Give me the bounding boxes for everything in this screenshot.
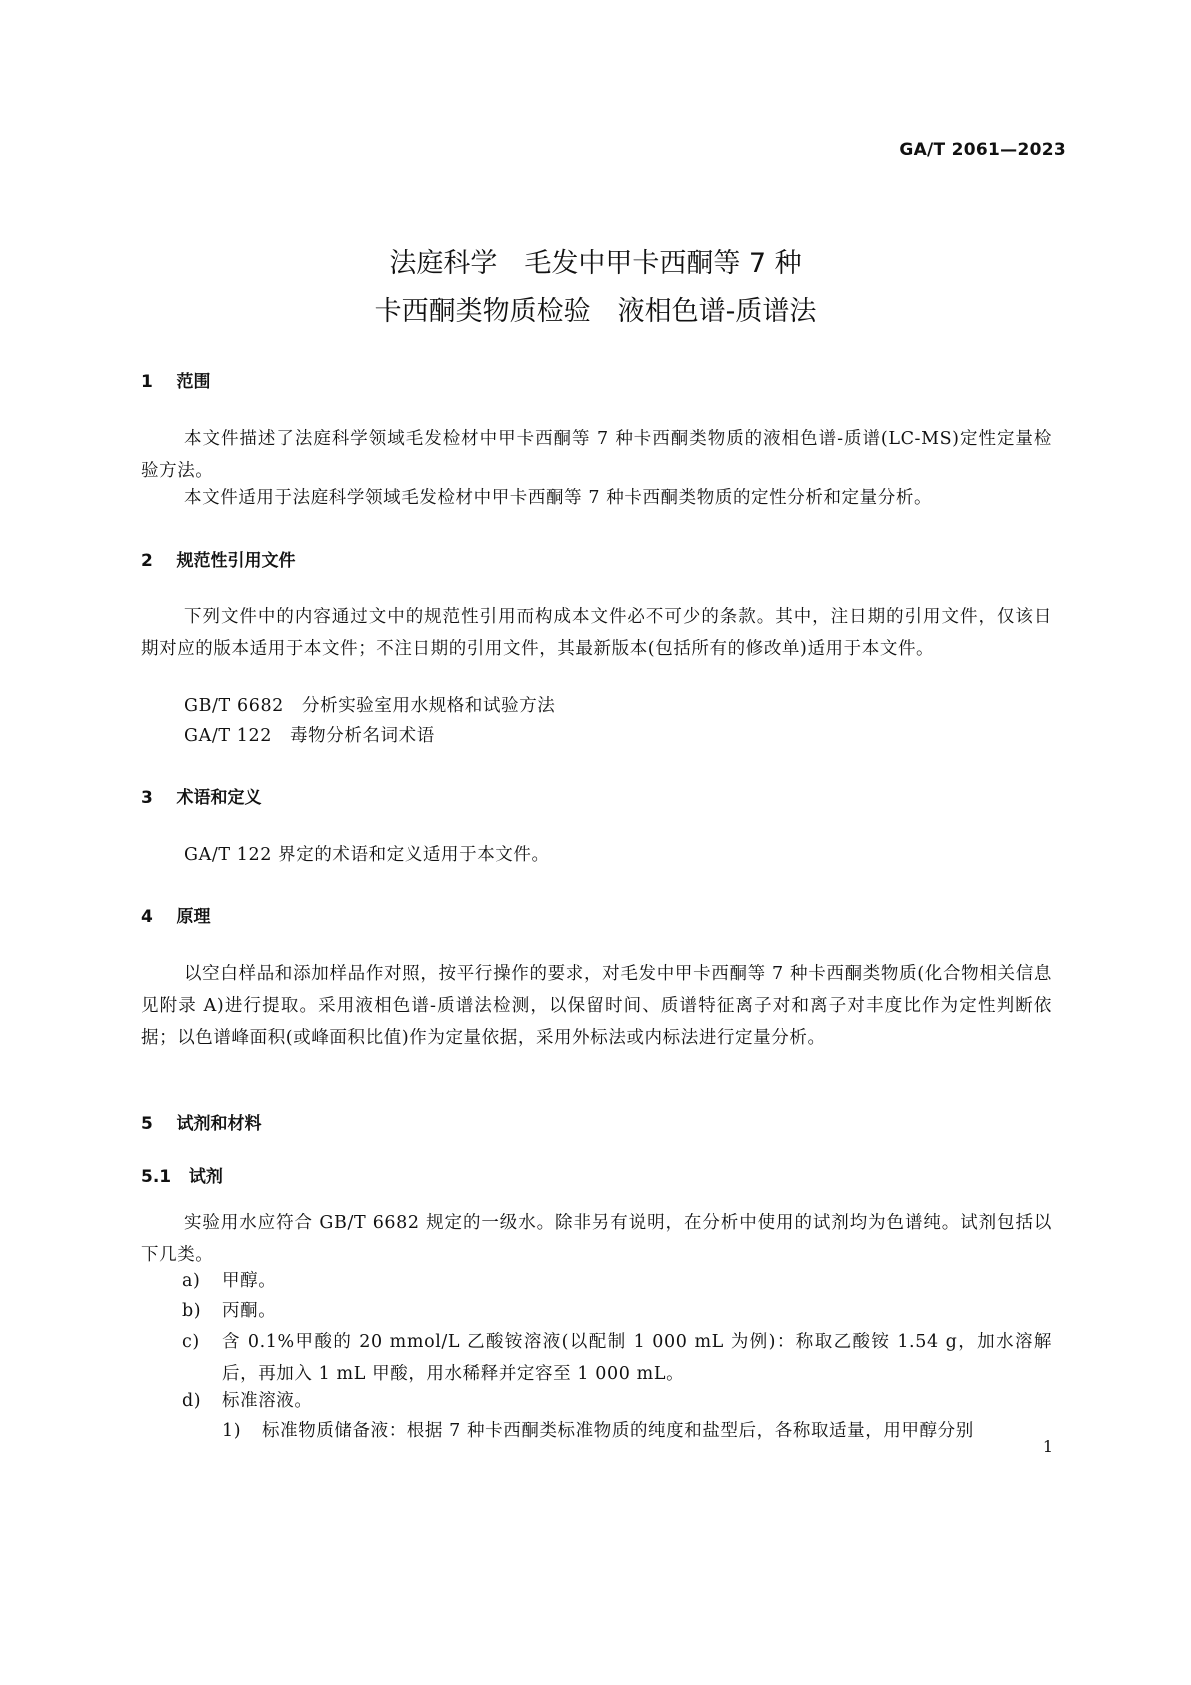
list-marker: 1) [222,1421,242,1441]
section-title: 原理 [176,907,211,927]
normative-reference: GA/T 122 毒物分析名词术语 [184,726,435,746]
normative-reference: GB/T 6682 分析实验室用水规格和试验方法 [184,696,556,716]
section-number: 2 [141,551,153,571]
section-title: 范围 [176,372,211,392]
section-title: 规范性引用文件 [176,551,296,571]
list-marker: a) [182,1271,201,1291]
section-number: 4 [141,907,153,927]
section-3-paragraph-1: GA/T 122 界定的术语和定义适用于本文件。 [184,845,550,865]
list-item [182,1295,1052,1327]
section-1-paragraph-2: 本文件适用于法庭科学领域毛发检材中甲卡西酮等 7 种卡西酮类物质的定性分析和定量分析。 [184,488,933,508]
section-3-heading [141,783,262,808]
list-text: 标准物质储备液：根据 7 种卡西酮类标准物质的纯度和盐型后，各称取适量，用甲醇分别 [262,1421,974,1441]
list-text: 甲醇。 [222,1271,277,1291]
title-line-1: 法庭科学 毛发中甲卡西酮等 7 种 [389,248,802,279]
section-4-paragraph-1: 以空白样品和添加样品作对照，按平行操作的要求，对毛发中甲卡西酮等 7 种卡西酮类物质(化合物相关信息见附录 A)进行提取。采用液相色谱-质谱法检测，以保留时间、质谱特征离子对和离子对丰度比作为定性判断依据；以色谱峰面积(或峰面积比值)作为定量依据，采用外标法或内标法进行定量分析。 [141,964,1052,1048]
section-number: 5.1 [141,1167,172,1187]
title-line-2: 卡西酮类物质检验 液相色谱-质谱法 [374,296,817,327]
sub-list-item [222,1415,1052,1447]
section-title: 试剂 [188,1167,223,1187]
section-title: 试剂和材料 [176,1114,262,1134]
list-text: 标准溶液。 [222,1391,313,1411]
document-title [0,240,1191,336]
section-number: 1 [141,372,153,392]
list-marker: c) [182,1332,200,1352]
section-2-paragraph-1: 下列文件中的内容通过文中的规范性引用而构成本文件必不可少的条款。其中，注日期的引用文件，仅该日期对应的版本适用于本文件；不注日期的引用文件，其最新版本(包括所有的修改单)适用于本文件。 [141,607,1052,659]
standard-code: GA/T 2061—2023 [899,140,1066,160]
section-5-heading [141,1109,262,1134]
list-text: 丙酮。 [222,1301,277,1321]
list-marker: d) [182,1391,202,1411]
section-title: 术语和定义 [176,788,262,808]
list-item [182,1326,1052,1390]
page-number: 1 [1042,1437,1053,1456]
section-1-heading [141,367,211,392]
list-marker: b) [182,1301,202,1321]
section-number: 5 [141,1114,153,1134]
section-5-1-paragraph-1: 实验用水应符合 GB/T 6682 规定的一级水。除非另有说明，在分析中使用的试剂均为色谱纯。试剂包括以下几类。 [141,1213,1052,1265]
section-5-1-heading [141,1162,223,1187]
section-4-heading [141,902,211,927]
list-item [182,1265,1052,1297]
section-number: 3 [141,788,153,808]
section-2-heading [141,546,296,571]
list-text: 含 0.1%甲酸的 20 mmol/L 乙酸铵溶液(以配制 1 000 mL 为例)：称取乙酸铵 1.54 g，加水溶解后，再加入 1 mL 甲酸，用水稀释并定容至 1 000 mL。 [222,1332,1052,1384]
section-1-paragraph-1: 本文件描述了法庭科学领域毛发检材中甲卡西酮等 7 种卡西酮类物质的液相色谱-质谱(LC-MS)定性定量检验方法。 [141,429,1052,481]
list-item [182,1385,1052,1417]
